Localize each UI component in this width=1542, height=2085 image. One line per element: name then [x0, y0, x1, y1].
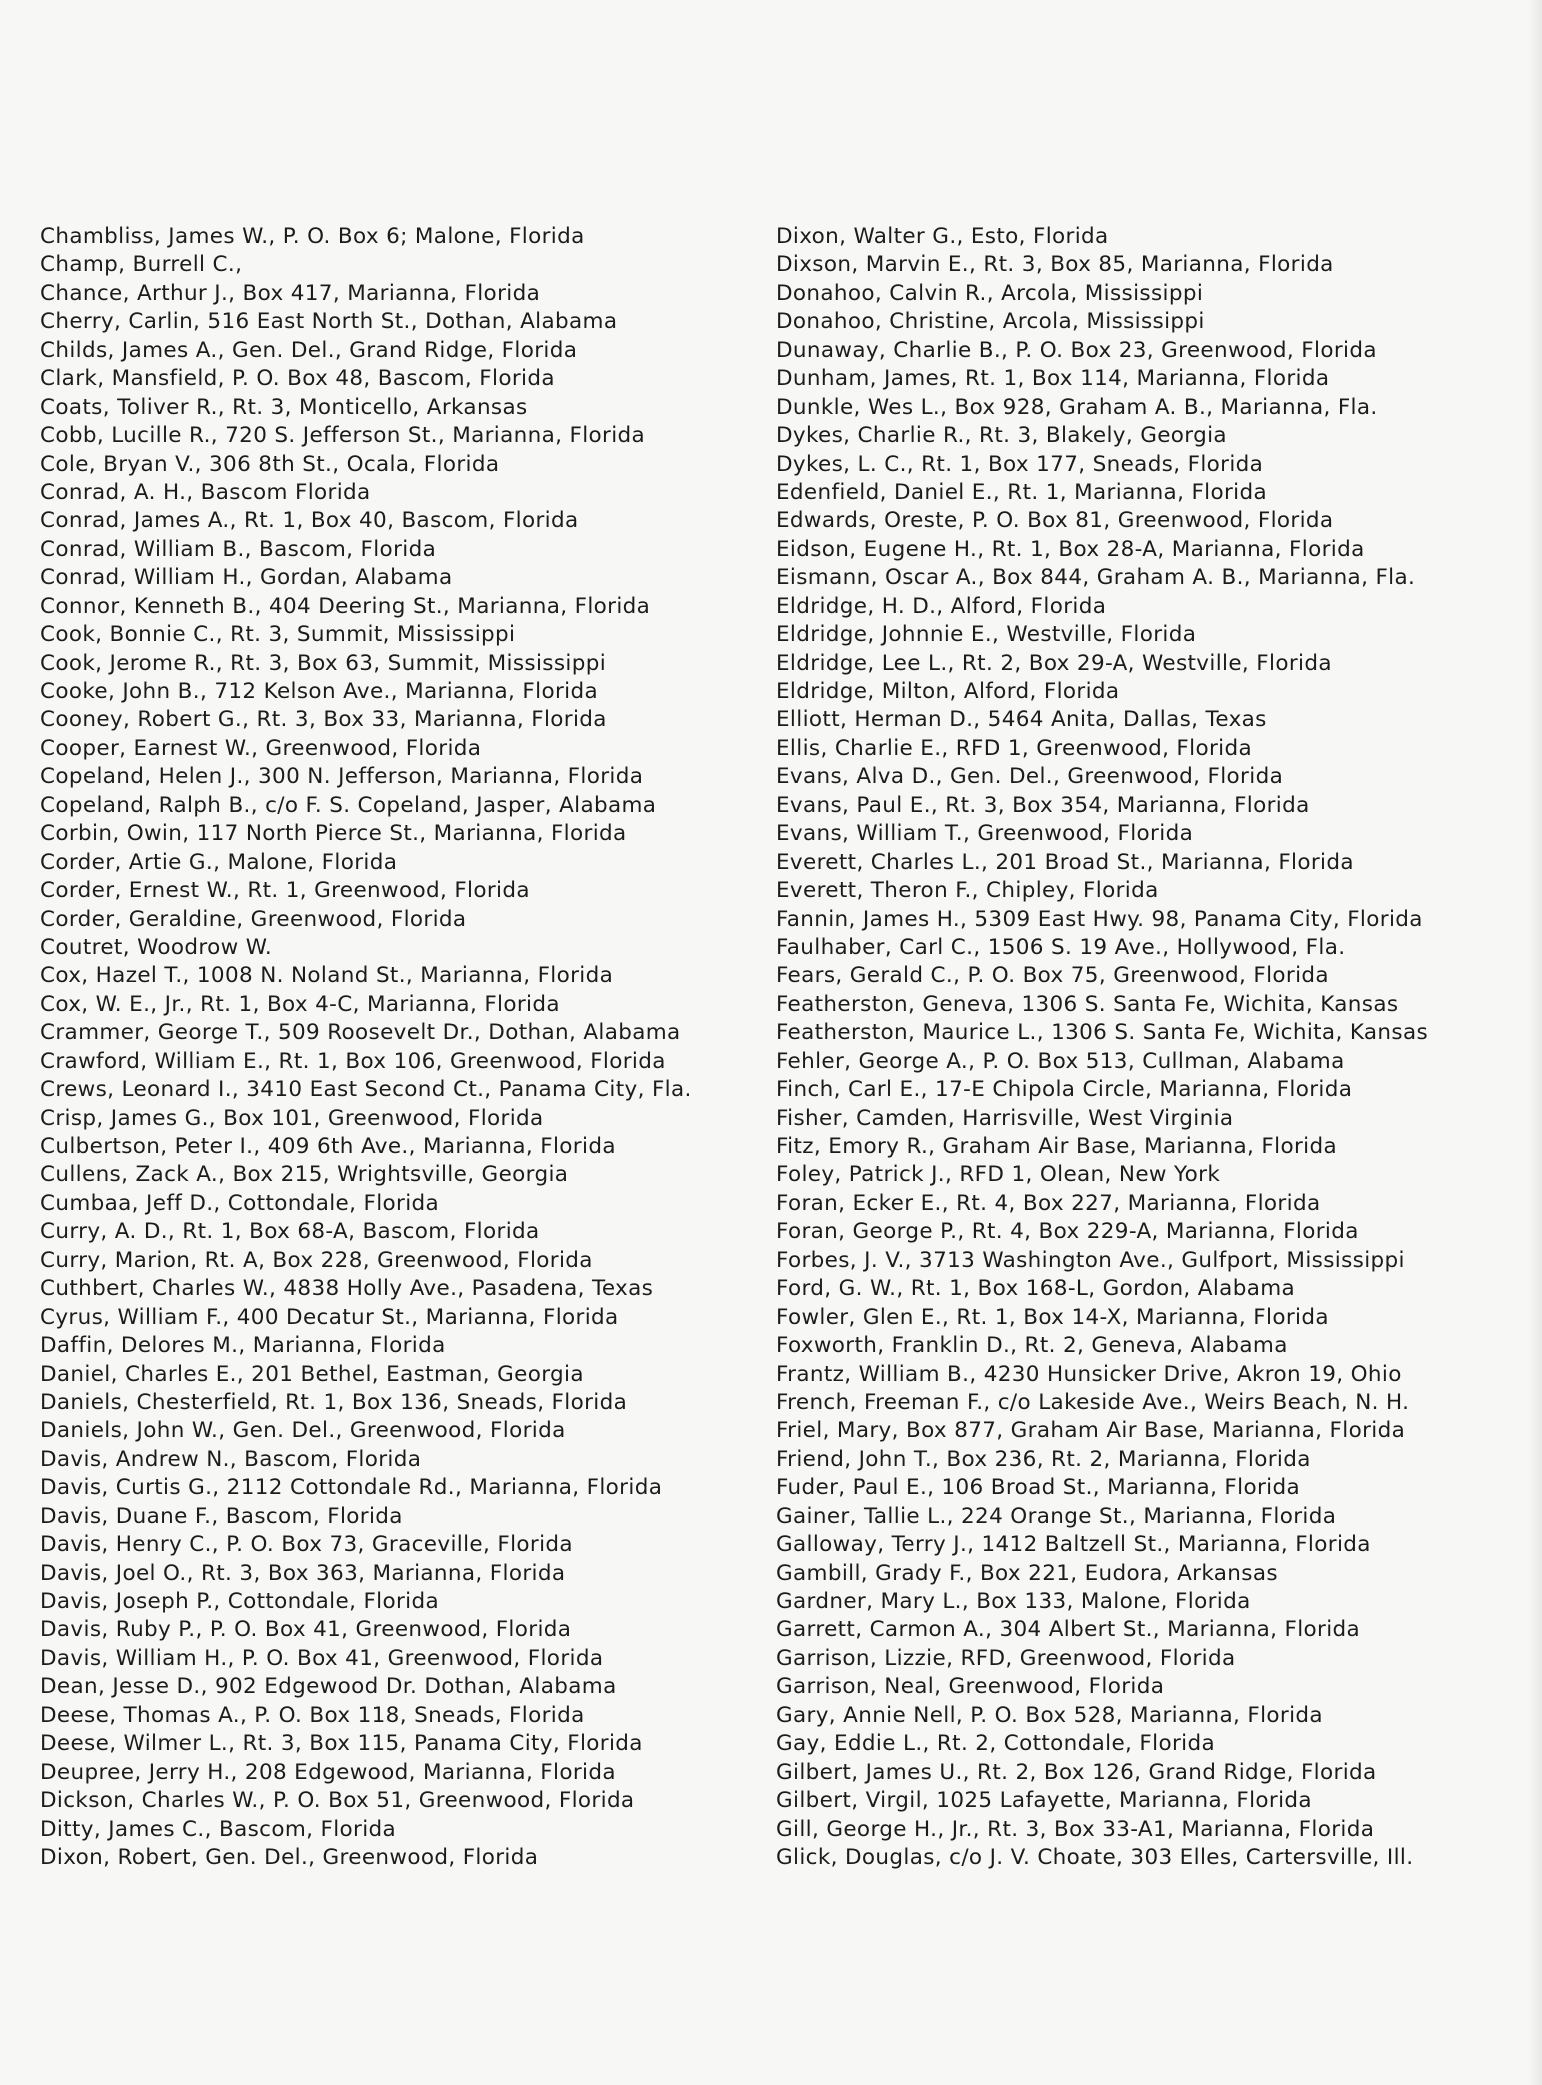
directory-entry: Davis, Joseph P., Cottondale, Florida [40, 1589, 440, 1614]
directory-entry: Davis, Curtis G., 2112 Cottondale Rd., Marianna, Florida [40, 1475, 663, 1501]
directory-entry: Crisp, James G., Box 101, Greenwood, Florida [40, 1105, 544, 1131]
directory-entry: Eidson, Eugene H., Rt. 1, Box 28-A, Marianna, Florida [776, 536, 1365, 562]
directory-entry: Daniels, John W., Gen. Del., Greenwood, Florida [40, 1418, 566, 1444]
directory-entry: Ellis, Charlie E., RFD 1, Greenwood, Florida [776, 735, 1253, 761]
directory-entry: Foran, Ecker E., Rt. 4, Box 227, Marianna, Florida [776, 1190, 1321, 1216]
directory-entry: Champ, Burrell C., [40, 252, 243, 278]
directory-entry: Cumbaa, Jeff D., Cottondale, Florida [40, 1190, 440, 1216]
directory-entry: Gary, Annie Nell, P. O. Box 528, Marianna, Florida [776, 1702, 1323, 1728]
directory-entry: Forbes, J. V., 3713 Washington Ave., Gulfport, Mississippi [776, 1247, 1405, 1273]
directory-left-column [40, 223, 740, 1872]
directory-entry: Everett, Theron F., Chipley, Florida [776, 878, 1159, 904]
directory-entry: Gay, Eddie L., Rt. 2, Cottondale, Florida [776, 1731, 1215, 1757]
directory-entry: Dixson, Marvin E., Rt. 3, Box 85, Marianna, Florida [776, 252, 1334, 278]
directory-entry: Conrad, A. H., Bascom Florida [40, 479, 371, 505]
directory-entry: Gilbert, James U., Rt. 2, Box 126, Grand Ridge, Florida [776, 1759, 1377, 1785]
directory-entry: Donahoo, Christine, Arcola, Mississippi [776, 309, 1205, 335]
directory-entry: Fowler, Glen E., Rt. 1, Box 14-X, Marianna, Florida [776, 1304, 1329, 1330]
directory-entry: Corder, Artie G., Malone, Florida [40, 849, 398, 875]
directory-entry: Cobb, Lucille R., 720 S. Jefferson St., Marianna, Florida [40, 423, 646, 449]
directory-entry: Davis, Ruby P., P. O. Box 41, Greenwood, Florida [40, 1617, 572, 1643]
directory-entry: Fannin, James H., 5309 East Hwy. 98, Panama City, Florida [776, 906, 1423, 932]
directory-right-column [776, 223, 1496, 1872]
directory-entry: Corbin, Owin, 117 North Pierce St., Marianna, Florida [40, 821, 627, 847]
directory-entry: Eldridge, Johnnie E., Westville, Florida [776, 622, 1197, 648]
directory-entry: Garrison, Lizzie, RFD, Greenwood, Florida [776, 1645, 1236, 1671]
directory-entry: Gilbert, Virgil, 1025 Lafayette, Marianna, Florida [776, 1788, 1312, 1814]
directory-entry: Eldridge, Milton, Alford, Florida [776, 679, 1120, 704]
directory-entry: Crammer, George T., 509 Roosevelt Dr., Dothan, Alabama [40, 1020, 681, 1046]
directory-entry: Cyrus, William F., 400 Decatur St., Marianna, Florida [40, 1304, 619, 1330]
directory-entry: Cuthbert, Charles W., 4838 Holly Ave., Pasadena, Texas [40, 1276, 654, 1302]
directory-entry: Gainer, Tallie L., 224 Orange St., Marianna, Florida [776, 1503, 1337, 1529]
directory-entry: Cole, Bryan V., 306 8th St., Ocala, Florida [40, 451, 500, 477]
directory-entry: Friend, John T., Box 236, Rt. 2, Marianna, Florida [776, 1446, 1311, 1472]
directory-entry: Daffin, Delores M., Marianna, Florida [40, 1333, 446, 1359]
directory-entry: Fehler, George A., P. O. Box 513, Cullman, Alabama [776, 1048, 1345, 1074]
directory-entry: Daniel, Charles E., 201 Bethel, Eastman, Georgia [40, 1361, 584, 1387]
directory-entry: Edwards, Oreste, P. O. Box 81, Greenwood, Florida [776, 508, 1334, 534]
directory-entry: Friel, Mary, Box 877, Graham Air Base, Marianna, Florida [776, 1418, 1406, 1444]
directory-entry: Cooper, Earnest W., Greenwood, Florida [40, 735, 482, 761]
directory-entry: Conrad, William H., Gordan, Alabama [40, 565, 453, 591]
directory-entry: Dykes, Charlie R., Rt. 3, Blakely, Georgia [776, 423, 1227, 449]
directory-entry: Conrad, James A., Rt. 1, Box 40, Bascom, Florida [40, 508, 579, 534]
directory-entry: Cox, Hazel T., 1008 N. Noland St., Marianna, Florida [40, 963, 614, 989]
directory-entry: Chambliss, James W., P. O. Box 6; Malone, Florida [40, 224, 585, 249]
directory-entry: Connor, Kenneth B., 404 Deering St., Marianna, Florida [40, 593, 651, 619]
directory-entry: Faulhaber, Carl C., 1506 S. 19 Ave., Hollywood, Fla. [776, 934, 1346, 960]
directory-entry: Deese, Wilmer L., Rt. 3, Box 115, Panama City, Florida [40, 1731, 643, 1757]
directory-entry: Davis, Duane F., Bascom, Florida [40, 1503, 403, 1529]
directory-entry: Cooke, John B., 712 Kelson Ave., Marianna, Florida [40, 679, 598, 704]
directory-entry: Cooney, Robert G., Rt. 3, Box 33, Marianna, Florida [40, 707, 607, 733]
directory-entry: Cook, Bonnie C., Rt. 3, Summit, Mississippi [40, 622, 516, 648]
directory-entry: Copeland, Helen J., 300 N. Jefferson, Marianna, Florida [40, 764, 644, 790]
directory-entry: Foley, Patrick J., RFD 1, Olean, New York [776, 1162, 1221, 1188]
directory-entry: Glick, Douglas, c/o J. V. Choate, 303 Elles, Cartersville, Ill. [776, 1844, 1414, 1870]
directory-entry: Featherston, Maurice L., 1306 S. Santa Fe, Wichita, Kansas [776, 1020, 1429, 1046]
directory-entry: Dean, Jesse D., 902 Edgewood Dr. Dothan, Alabama [40, 1674, 617, 1700]
directory-entry: Fuder, Paul E., 106 Broad St., Marianna, Florida [776, 1475, 1301, 1501]
directory-entry: Dickson, Charles W., P. O. Box 51, Greenwood, Florida [40, 1788, 635, 1814]
directory-entry: Evans, William T., Greenwood, Florida [776, 821, 1194, 847]
directory-entry: Cox, W. E., Jr., Rt. 1, Box 4-C, Marianna, Florida [40, 991, 560, 1017]
directory-entry: Dunham, James, Rt. 1, Box 114, Marianna, Florida [776, 366, 1330, 392]
page-edge-shadow [1528, 0, 1542, 2085]
directory-entry: Eldridge, Lee L., Rt. 2, Box 29-A, Westville, Florida [776, 650, 1332, 676]
directory-entry: Dykes, L. C., Rt. 1, Box 177, Sneads, Florida [776, 451, 1264, 477]
directory-entry: Cook, Jerome R., Rt. 3, Box 63, Summit, Mississippi [40, 650, 607, 676]
directory-entry: Featherston, Geneva, 1306 S. Santa Fe, Wichita, Kansas [776, 991, 1399, 1017]
directory-entry: Cherry, Carlin, 516 East North St., Dothan, Alabama [40, 309, 618, 335]
directory-entry: Dixon, Robert, Gen. Del., Greenwood, Florida [40, 1844, 539, 1870]
directory-entry: Edenfield, Daniel E., Rt. 1, Marianna, Florida [776, 479, 1268, 505]
directory-entry: Davis, Joel O., Rt. 3, Box 363, Marianna, Florida [40, 1560, 566, 1586]
directory-entry: Curry, Marion, Rt. A, Box 228, Greenwood, Florida [40, 1247, 593, 1273]
directory-entry: Evans, Alva D., Gen. Del., Greenwood, Florida [776, 764, 1284, 790]
directory-entry: Eismann, Oscar A., Box 844, Graham A. B., Marianna, Fla. [776, 565, 1416, 591]
directory-entry: Crawford, William E., Rt. 1, Box 106, Greenwood, Florida [40, 1048, 666, 1074]
directory-entry: Gambill, Grady F., Box 221, Eudora, Arkansas [776, 1560, 1278, 1586]
directory-entry: Daniels, Chesterfield, Rt. 1, Box 136, Sneads, Florida [40, 1389, 628, 1415]
directory-entry: Coats, Toliver R., Rt. 3, Monticello, Arkansas [40, 394, 528, 420]
directory-entry: Childs, James A., Gen. Del., Grand Ridge, Florida [40, 337, 578, 363]
directory-entry: Fisher, Camden, Harrisville, West Virginia [776, 1105, 1234, 1131]
directory-entry: Ditty, James C., Bascom, Florida [40, 1816, 397, 1842]
directory-entry: Galloway, Terry J., 1412 Baltzell St., Marianna, Florida [776, 1532, 1371, 1558]
directory-entry: Cullens, Zack A., Box 215, Wrightsville, Georgia [40, 1162, 569, 1188]
directory-entry: Foran, George P., Rt. 4, Box 229-A, Marianna, Florida [776, 1219, 1359, 1245]
directory-entry: Conrad, William B., Bascom, Florida [40, 536, 437, 562]
directory-entry: Deupree, Jerry H., 208 Edgewood, Marianna, Florida [40, 1759, 616, 1785]
directory-entry: Frantz, William B., 4230 Hunsicker Drive, Akron 19, Ohio [776, 1361, 1402, 1387]
directory-entry: Clark, Mansfield, P. O. Box 48, Bascom, Florida [40, 366, 555, 392]
directory-entry: Garrett, Carmon A., 304 Albert St., Marianna, Florida [776, 1617, 1361, 1643]
directory-entry: Donahoo, Calvin R., Arcola, Mississippi [776, 280, 1204, 306]
directory-entry: Eldridge, H. D., Alford, Florida [776, 593, 1107, 619]
directory-entry: Corder, Geraldine, Greenwood, Florida [40, 906, 467, 932]
directory-entry: Gardner, Mary L., Box 133, Malone, Florida [776, 1589, 1251, 1614]
directory-entry: Fears, Gerald C., P. O. Box 75, Greenwood, Florida [776, 963, 1329, 989]
directory-entry: Foxworth, Franklin D., Rt. 2, Geneva, Alabama [776, 1333, 1288, 1359]
directory-entry: Davis, Henry C., P. O. Box 73, Graceville, Florida [40, 1532, 573, 1558]
directory-entry: Coutret, Woodrow W. [40, 934, 273, 960]
directory-entry: Dunkle, Wes L., Box 928, Graham A. B., Marianna, Fla. [776, 394, 1378, 420]
directory-entry: Culbertson, Peter I., 409 6th Ave., Marianna, Florida [40, 1134, 616, 1159]
directory-entry: Ford, G. W., Rt. 1, Box 168-L, Gordon, Alabama [776, 1276, 1296, 1302]
directory-entry: Finch, Carl E., 17-E Chipola Circle, Marianna, Florida [776, 1077, 1353, 1103]
directory-entry: Curry, A. D., Rt. 1, Box 68-A, Bascom, Florida [40, 1219, 540, 1245]
directory-entry: Dunaway, Charlie B., P. O. Box 23, Greenwood, Florida [776, 337, 1377, 363]
directory-entry: Deese, Thomas A., P. O. Box 118, Sneads, Florida [40, 1702, 585, 1728]
directory-entry: Fitz, Emory R., Graham Air Base, Marianna, Florida [776, 1134, 1337, 1159]
directory-entry: Copeland, Ralph B., c/o F. S. Copeland, Jasper, Alabama [40, 792, 657, 818]
directory-entry: Dixon, Walter G., Esto, Florida [776, 224, 1109, 249]
directory-entry: Everett, Charles L., 201 Broad St., Marianna, Florida [776, 849, 1354, 875]
directory-entry: Corder, Ernest W., Rt. 1, Greenwood, Florida [40, 878, 530, 904]
directory-entry: Davis, William H., P. O. Box 41, Greenwood, Florida [40, 1645, 604, 1671]
directory-entry: Chance, Arthur J., Box 417, Marianna, Florida [40, 280, 541, 306]
directory-entry: Evans, Paul E., Rt. 3, Box 354, Marianna, Florida [776, 792, 1310, 818]
directory-entry: Garrison, Neal, Greenwood, Florida [776, 1674, 1165, 1700]
directory-entry: Davis, Andrew N., Bascom, Florida [40, 1446, 422, 1472]
directory-entry: French, Freeman F., c/o Lakeside Ave., Weirs Beach, N. H. [776, 1389, 1410, 1415]
directory-entry: Gill, George H., Jr., Rt. 3, Box 33-A1, Marianna, Florida [776, 1816, 1375, 1842]
directory-entry: Crews, Leonard I., 3410 East Second Ct., Panama City, Fla. [40, 1077, 692, 1103]
directory-entry: Elliott, Herman D., 5464 Anita, Dallas, Texas [776, 707, 1267, 733]
